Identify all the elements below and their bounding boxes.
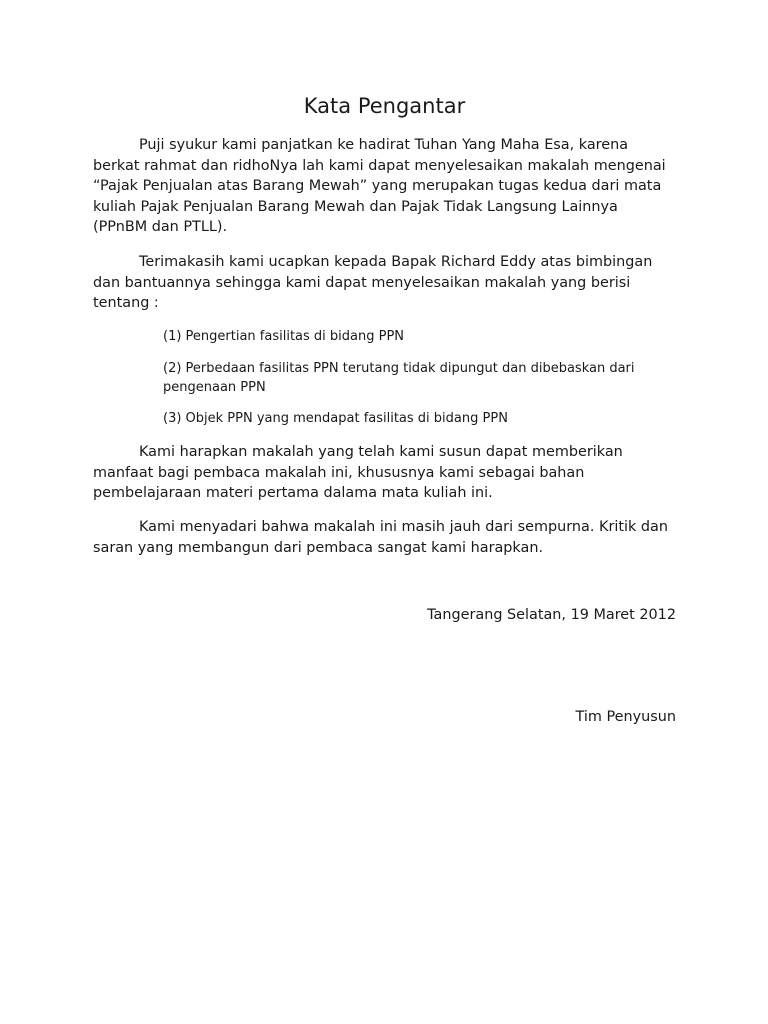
list-item: (3) Objek PPN yang mendapat fasilitas di bidang PPN (163, 411, 508, 426)
place-date: Tangerang Selatan, 19 Maret 2012 (427, 607, 676, 623)
paragraph-hope: Kami harapkan makalah yang telah kami susun dapat memberikan manfaat bagi pembaca makalah ini, khususnya kami sebagai bahan pembelajaraan materi pertama dalama mata kuliah ini. (93, 444, 623, 501)
signature: Tim Penyusun (575, 709, 676, 725)
paragraph-closing: Kami menyadari bahwa makalah ini masih jauh dari sempurna. Kritik dan saran yang membangun dari pembaca sangat kami harapkan. (93, 519, 668, 556)
paragraph-thanks: Terimakasih kami ucapkan kepada Bapak Richard Eddy atas bimbingan dan bantuannya sehingga kami dapat menyelesaikan makalah yang berisi tentang : (93, 254, 653, 311)
list-item: (2) Perbedaan fasilitas PPN terutang tidak dipungut dan dibebaskan dari pengenaan PPN (163, 361, 635, 395)
list-item: (1) Pengertian fasilitas di bidang PPN (163, 329, 405, 344)
page-title: Kata Pengantar (303, 94, 466, 118)
paragraph-opening: Puji syukur kami panjatkan ke hadirat Tuhan Yang Maha Esa, karena berkat rahmat dan ridhoNya lah kami dapat menyelesaikan makalah mengenai “Pajak Penjualan atas Barang Mewah” yang merupakan tugas kedua dari mata kuliah Pajak Penjualan Barang Mewah dan Pajak Tidak Langsung Lainnya (PPnBM dan PTLL). (93, 137, 666, 235)
